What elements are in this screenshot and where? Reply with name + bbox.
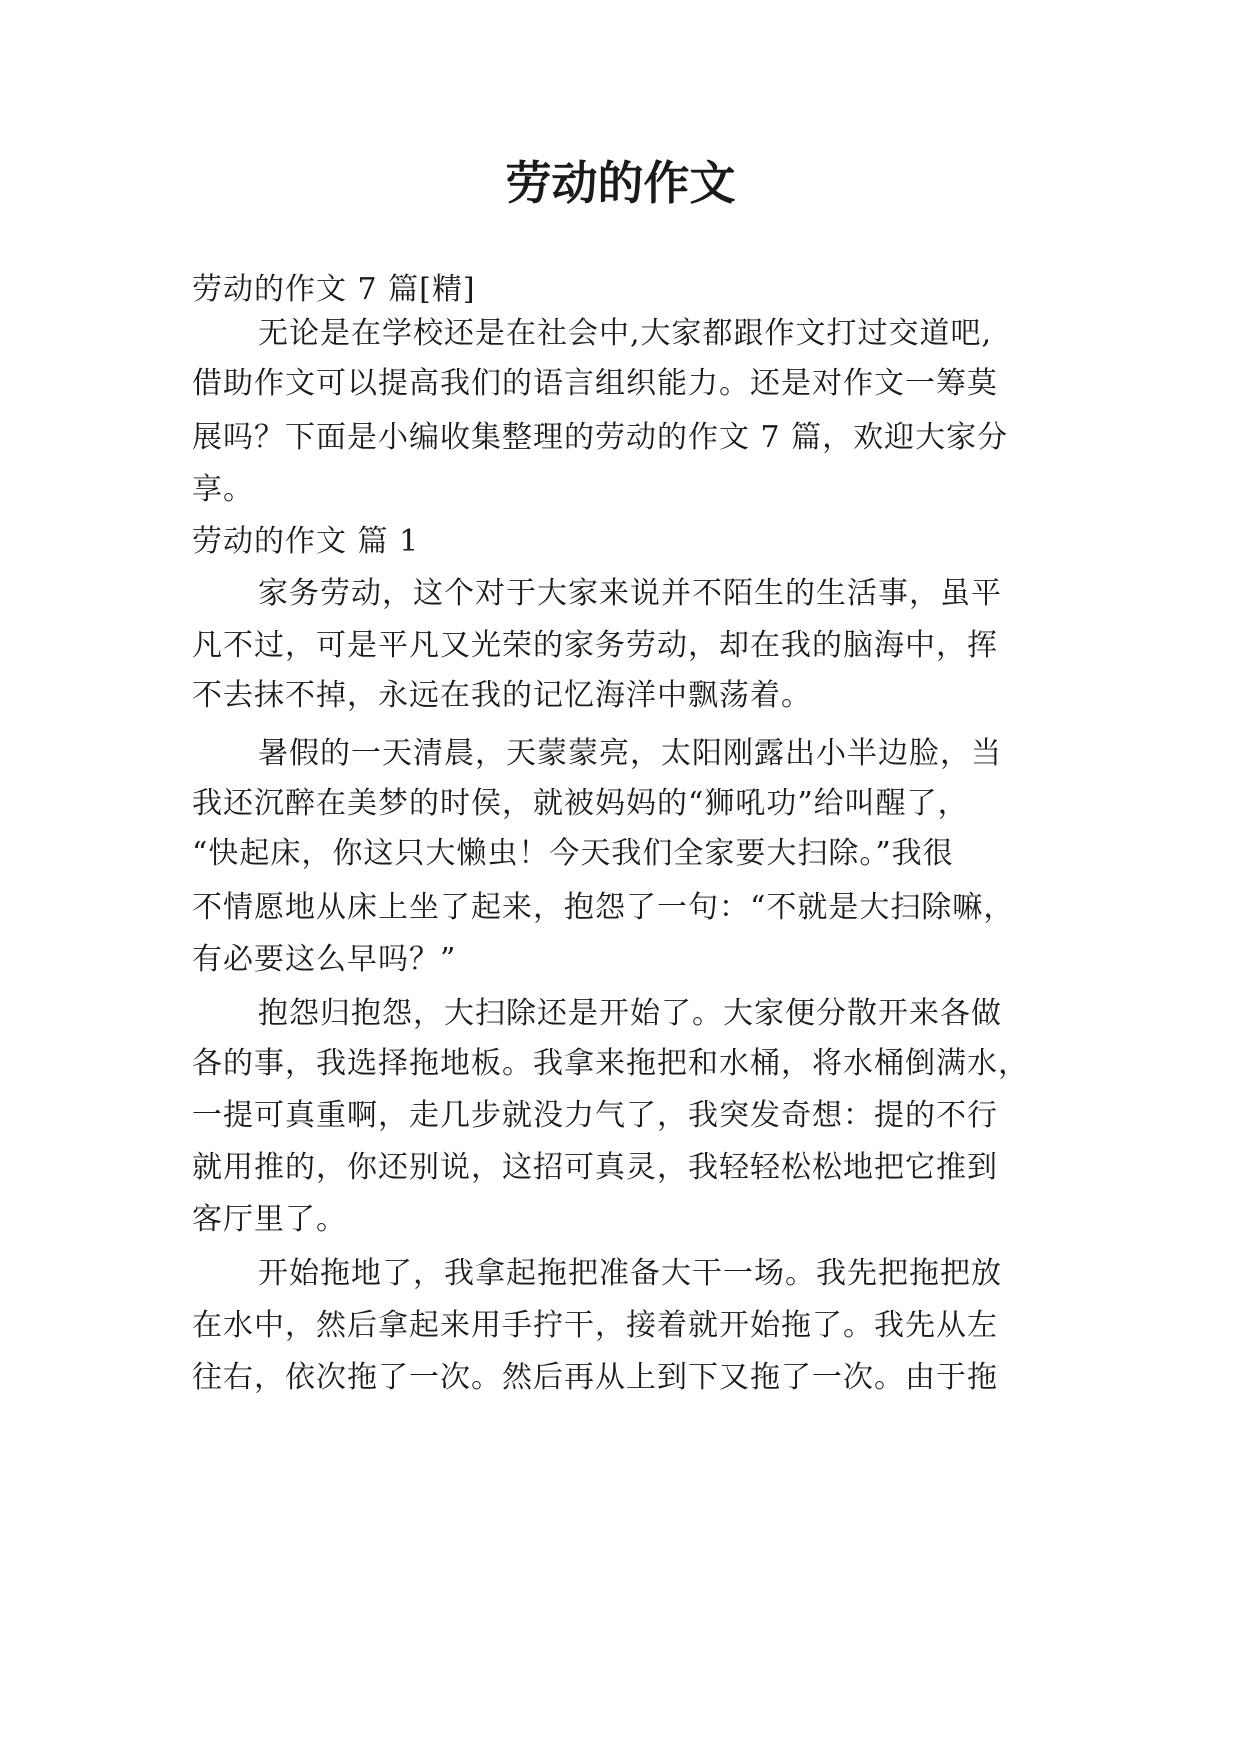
document-title: 劳动的作文 <box>505 156 736 210</box>
intro-line-1: 无论是在学校还是在社会中,大家都跟作文打过交道吧, <box>258 316 993 351</box>
p3-line-1: 抱怨归抱怨，大扫除还是开始了。大家便分散开来各做 <box>258 996 1002 1031</box>
p2-line-4: 不情愿地从床上坐了起来，抱怨了一句：“不就是大扫除嘛， <box>192 890 1015 925</box>
intro-line-4: 享。 <box>192 472 254 507</box>
p4-line-1: 开始拖地了，我拿起拖把准备大干一场。我先把拖把放 <box>258 1256 1002 1291</box>
p3-line-4: 就用推的，你还别说，这招可真灵，我轻轻松松地把它推到 <box>192 1150 998 1185</box>
intro-line-3: 展吗？下面是小编收集整理的劳动的作文 7 篇，欢迎大家分 <box>192 420 1009 455</box>
section-1-heading: 劳动的作文 篇 1 <box>192 524 420 559</box>
p3-line-2: 各的事，我选择拖地板。我拿来拖把和水桶，将水桶倒满水， <box>192 1046 1029 1081</box>
p2-line-5: 有必要这么早吗？” <box>192 942 457 977</box>
p4-line-2: 在水中，然后拿起来用手拧干，接着就开始拖了。我先从左 <box>192 1308 998 1343</box>
p1-line-2: 凡不过，可是平凡又光荣的家务劳动，却在我的脑海中，挥 <box>192 628 998 663</box>
p4-line-3: 往右，依次拖了一次。然后再从上到下又拖了一次。由于拖 <box>192 1360 998 1395</box>
intro-line-2: 借助作文可以提高我们的语言组织能力。还是对作文一筹莫 <box>192 366 998 401</box>
p3-line-3: 一提可真重啊，走几步就没力气了，我突发奇想：提的不行 <box>192 1098 998 1133</box>
p2-line-1: 暑假的一天清晨，天蒙蒙亮，太阳刚露出小半边脸，当 <box>258 736 1002 771</box>
document-heading: 劳动的作文 7 篇[精] <box>192 272 476 307</box>
p2-line-2: 我还沉醉在美梦的时侯，就被妈妈的“狮吼功”给叫醒了， <box>192 786 969 821</box>
p2-line-3: “快起床，你这只大懒虫！今天我们全家要大扫除。”我很 <box>192 836 954 871</box>
p1-line-1: 家务劳动，这个对于大家来说并不陌生的生活事，虽平 <box>258 576 1002 611</box>
p1-line-3: 不去抹不掉，永远在我的记忆海洋中飘荡着。 <box>192 678 812 713</box>
p3-line-5: 客厅里了。 <box>192 1202 347 1237</box>
